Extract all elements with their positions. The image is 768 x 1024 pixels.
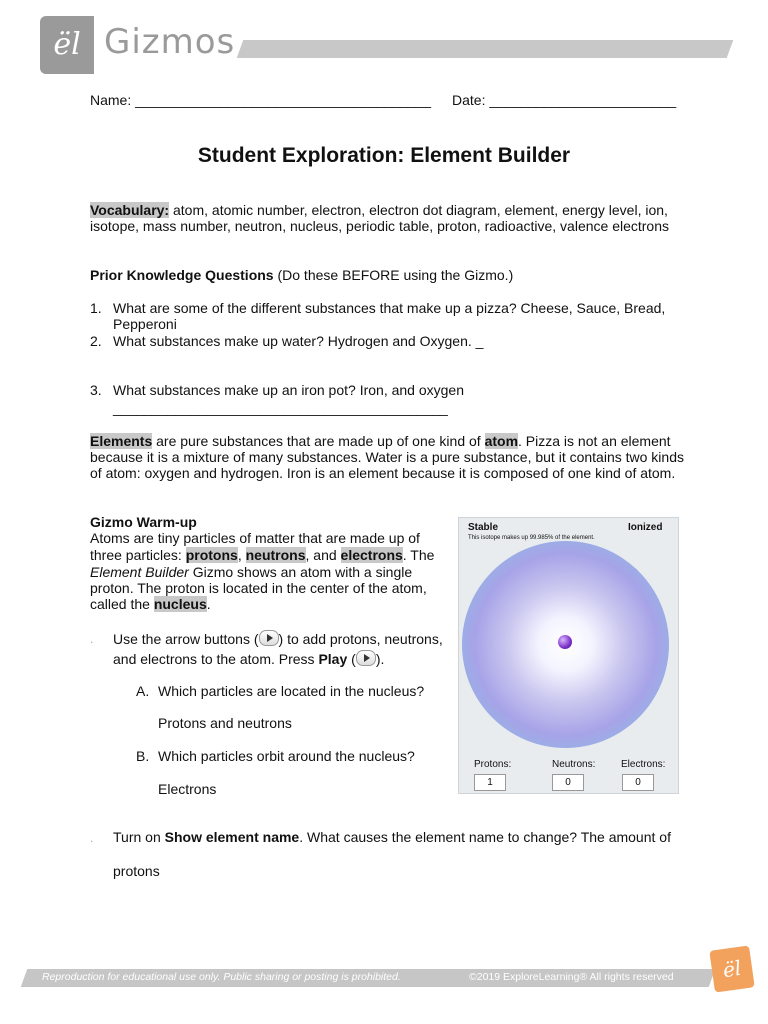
warmup-text: . The [402,547,435,563]
step-text: and electrons to the atom. Press [113,651,319,667]
answer-b[interactable]: Electrons [158,781,217,797]
vocabulary-text: atom, atomic number, electron, electron dot diagram, element, energy level, ion, [169,202,668,218]
step-text: . What causes the element name to change? The amount of [299,829,671,845]
gizmos-logo [40,16,94,74]
step-1-bullet: . [90,632,94,646]
step-text: ) to add protons, neutrons, [278,631,443,647]
header-bar [237,40,734,58]
neutrons-term: neutrons [245,547,306,563]
warmup-line-4: proton. The proton is located in the center of the atom, [90,580,427,596]
warmup-text: three particles: [90,547,186,563]
step-2-line-1 [113,829,671,845]
show-element-name-label: Show element name [164,829,300,845]
protons-term: protons [185,547,238,563]
gizmo-name: Element Builder [90,564,189,580]
neutrons-count[interactable]: 0 [552,774,584,791]
prior-knowledge-heading [90,267,513,283]
question-a-text: Which particles are located in the nucleus? [158,683,425,699]
warmup-text: called the [90,596,154,612]
step-text: ). [375,651,385,667]
ionized-label: Ionized [628,522,663,533]
warmup-text: , and [305,547,341,563]
atom-term: atom [484,433,519,449]
elements-line-1 [90,433,671,449]
step-1-line-1 [113,630,443,647]
elements-text: are pure substances that are made up of one kind of [152,433,485,449]
question-text: What substances make up water? Hydrogen and Oxygen. _ [113,333,484,349]
footer-disclaimer: Reproduction for educational use only. Public sharing or posting is prohibited. [42,971,401,983]
nucleus-proton [558,635,572,649]
question-b-text: Which particles orbit around the nucleus? [158,748,415,764]
page-title: Student Exploration: Element Builder [197,144,571,167]
question-text: What substances make up an iron pot? Iron, and oxygen [113,382,464,398]
question-text-cont: Pepperoni [113,316,177,332]
step-1-line-2 [113,650,384,667]
protons-count[interactable]: 1 [474,774,506,791]
logo-glyph: ël [53,27,81,62]
isotope-note: This isotope makes up 99.985% of the element. [468,535,595,541]
play-label: Play [318,651,348,667]
elements-line-2: because it is a mixture of many substances. Water is a pure substance, but it contains two kinds [90,449,684,465]
vocabulary-label: Vocabulary: [90,202,170,218]
question-a-letter: A. [136,683,150,699]
warmup-text: Gizmo shows an atom with a single [188,564,413,580]
electrons-term: electrons [340,547,403,563]
elements-term: Elements [90,433,153,449]
vocabulary-line-2: isotope, mass number, neutron, nucleus, periodic table, proton, radioactive, valence electrons [90,218,669,234]
elements-line-3: of atom: oxygen and hydrogen. Iron is an element because it is composed of one kind of atom. [90,465,676,481]
warmup-text: . [206,596,211,612]
protons-label: Protons: [474,759,512,770]
warmup-text: , [237,547,246,563]
prior-note: (Do these BEFORE using the Gizmo.) [273,267,514,283]
footer-copyright: ©2019 ExploreLearning® All rights reserved [469,971,674,983]
electrons-label: Electrons: [621,759,666,770]
date-field[interactable]: Date: ________________________ [452,92,677,108]
question-text: What are some of the different substances that make up a pizza? Cheese, Sauce, Bread, [113,300,666,316]
question-number: 3. [90,382,102,398]
electrons-count[interactable]: 0 [622,774,654,791]
step-text: Use the arrow buttons ( [113,631,259,647]
play-button-icon [356,650,376,666]
stable-label: Stable [468,522,499,533]
answer-a[interactable]: Protons and neutrons [158,715,292,731]
warmup-line-5 [90,596,211,612]
footer-logo-glyph: ël [721,955,743,983]
answer-blank: ___________________________________________ [113,400,448,416]
question-b-letter: B. [136,748,150,764]
question-number: 2. [90,333,102,349]
warmup-line-1: Atoms are tiny particles of matter that are made up of [90,530,420,546]
brand-name: Gizmos [104,22,236,62]
step-2-answer[interactable]: protons [113,863,160,879]
step-text: ( [347,651,356,667]
name-field[interactable]: Name: ______________________________________ [90,92,431,108]
prior-heading-text: Prior Knowledge Questions [90,267,274,283]
neutrons-label: Neutrons: [552,759,596,770]
gizmo-screenshot [458,517,679,794]
explorelearning-logo [709,945,754,992]
warmup-heading: Gizmo Warm-up [90,514,197,530]
warmup-line-3 [90,564,412,580]
step-text: Turn on [113,829,165,845]
step-2-bullet: . [90,831,94,845]
arrow-button-icon [259,630,279,646]
warmup-line-2 [90,547,434,563]
vocabulary-line-1 [90,202,668,218]
question-number: 1. [90,300,102,316]
elements-text: . Pizza is not an element [518,433,671,449]
nucleus-term: nucleus [153,596,207,612]
